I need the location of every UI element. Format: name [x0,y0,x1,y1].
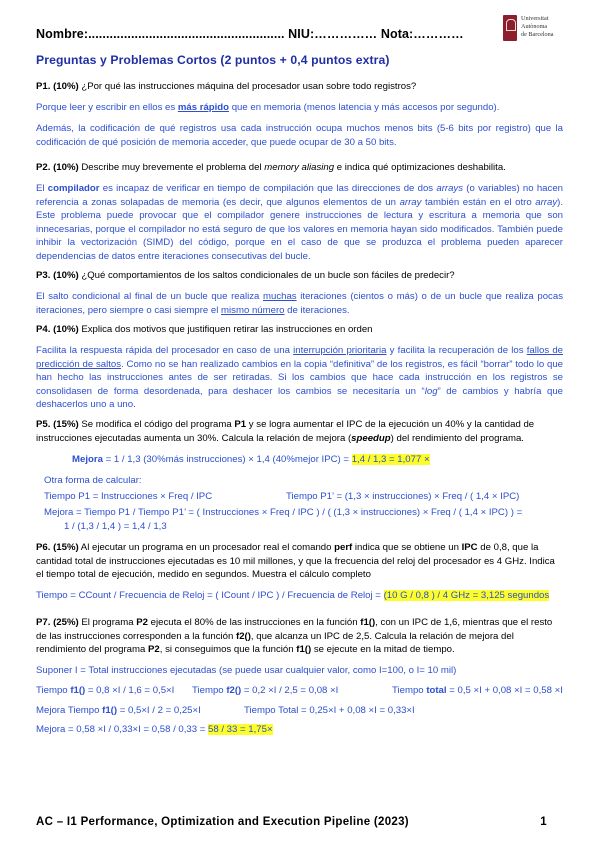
student-info-line: Nombre:....................................................... NIU:…………… Nota:………… [36,27,464,41]
logo-line-3: de Barcelona [521,31,554,38]
p5-mejora2: Mejora = Tiempo P1 / Tiempo P1’ = ( Instrucciones × Freq / IPC ) / ( (1,3 × instrucciones) × Freq / ( 1,4 × IPC) ) = [44,507,523,518]
p5-mejora3: 1 / (1,3 / 1,4 ) = 1,4 / 1,3 [64,521,167,532]
p6-answer: Tiempo = CCount / Frecuencia de Reloj = ( ICount / IPC ) / Frecuencia de Reloj = (10 G / 0,8 ) / 4 GHz = 3,125 segundos [36,590,550,601]
section-title: Preguntas y Problemas Cortos (2 puntos + 0,4 puntos extra) [36,53,390,67]
p4-answer: Facilita la respuesta rápida del procesador en caso de una interrupción prioritaria y facilita la recuperación de los fallos de predicción de saltos. Como no se han realizado cambios en la copia “definitiva” de los registros, es fácil “borrar” todo lo que han hecho las instrucciones antes de ser retiradas. Si los cambios que hace cada instrucción en los registros se consolidasen de forma desordenada, para deshacer los cambios se necesitaría un “log” de cambios y habría que deshacerlos uno a uno. [36,345,564,410]
p7-tiempo-f2: Tiempo f2() = 0,2 ×I / 2,5 = 0,08 ×I [192,685,339,696]
p5-question: P5. (15%) Se modifica el código del programa P1 y se logra aumentar el IPC de la ejecución un 40% y la cantidad de instrucciones ejecutadas aumenta un 30%. Calcula la relación de mejora (speedup) del rendimiento del programa. [36,419,535,444]
p1-question: P1. (10%) ¿Por qué las instrucciones máquina del procesador usan sobre todo registros? [36,81,417,92]
p5-tiempo-p1: Tiempo P1 = Instrucciones × Freq / IPC [44,491,213,502]
p4-question: P4. (10%) Explica dos motivos que justifiquen retirar las instrucciones en orden [36,324,373,335]
p5-otra: Otra forma de calcular: [44,475,142,486]
p7-tiempo-f1: Tiempo f1() = 0,8 ×I / 1,6 = 0,5×I [36,685,175,696]
p7-mejora-final: Mejora = 0,58 ×I / 0,33×I = 0,58 / 0,33 = 58 / 33 = 1,75× [36,724,273,735]
logo-line-2: Autònoma [521,23,548,30]
p1-answer-2: Además, la codificación de qué registros usa cada instrucción ocupa muchos menos bits (5-6 bits por registro) que la codificación de qué posición de memoria acceder, que puede ocupar de 30 a 50 bits. [36,123,563,148]
p7-tiempo-total-2: Tiempo Total = 0,25×I + 0,08 ×I = 0,33×I [244,705,415,716]
page-number: 1 [540,816,547,828]
footer-text: AC – I1 Performance, Optimization and Execution Pipeline (2023) [36,816,409,828]
p3-answer: El salto condicional al final de un bucle que realiza muchas iteraciones (cientos o más) o de un bucle que realiza pocas iteraciones, pero siempre o casi siempre el mismo número de iteraciones. [36,291,563,316]
p7-question: P7. (25%) El programa P2 ejecuta el 80% de las instrucciones en la función f1(), con un IPC de 1,6, mientras que el resto de las instrucciones corresponden a la función f2(), que alcanza un IPC de 2,5. Calcula la relación de mejora del rendimiento del programa P2, si conseguimos que la función f1() se ejecute en la mitad de tiempo. [36,617,553,655]
logo-line-1: Universitat [521,15,549,22]
p5-tiempo-p1b: Tiempo P1’ = (1,3 × instrucciones) × Freq / ( 1,4 × IPC) [286,491,520,502]
p2-question: P2. (10%) Describe muy brevemente el problema del memory aliasing e indica qué optimizaciones deshabilita. [36,162,506,173]
p2-answer: El compilador es incapaz de verificar en tiempo de compilación que las direcciones de dos arrays (o variables) no hacen referencia a zonas solapadas de memoria (es decir, que algunos elementos de un array también están en el otro array). Este problema puede provocar que el compilador genere instrucciones de lectura y escritura a memoria que son innecesarias, porque el compilador no está seguro de que los valores en memoria hayan sido modificados. También puede inhibir la vectorización (SIMD) del código, porque en el caso de que se produzca el problema pueden aparecer dependencias de datos entre iteraciones consecutivas del bucle. [36,183,564,262]
p6-question: P6. (15%) Al ejecutar un programa en un procesador real el comando perf indica que se obtiene un IPC de 0,8, que la cantidad total de instrucciones ejecutadas es 10 mil millones, y que la frecuencia del reloj del procesador es 4 GHz. Indica el tiempo total de ejecución, medido en segundos. Muestra el cálculo completo [36,542,555,580]
p7-suponer: Suponer I = Total instrucciones ejecutadas (se puede usar cualquier valor, como I=100, o I= 10 mil) [36,665,457,676]
footer [36,816,563,828]
uab-shield-icon [503,15,517,41]
header [36,14,563,48]
p5-mejora: Mejora = 1 / 1,3 (30%más instrucciones) × 1,4 (40%mejor IPC) = 1,4 / 1,3 = 1,077 × [72,454,430,465]
p1-answer-1: Porque leer y escribir en ellos es más rápido que en memoria (menos latencia y más accesos por segundo). [36,102,500,113]
p7-mejora-f1: Mejora Tiempo f1() = 0,5×I / 2 = 0,25×I [36,705,201,716]
university-logo [503,14,563,46]
p7-tiempo-total: Tiempo total = 0,5 ×I + 0,08 ×I = 0,58 ×I [392,685,563,696]
p3-question: P3. (10%) ¿Qué comportamientos de los saltos condicionales de un bucle son fáciles de predecir? [36,270,455,281]
